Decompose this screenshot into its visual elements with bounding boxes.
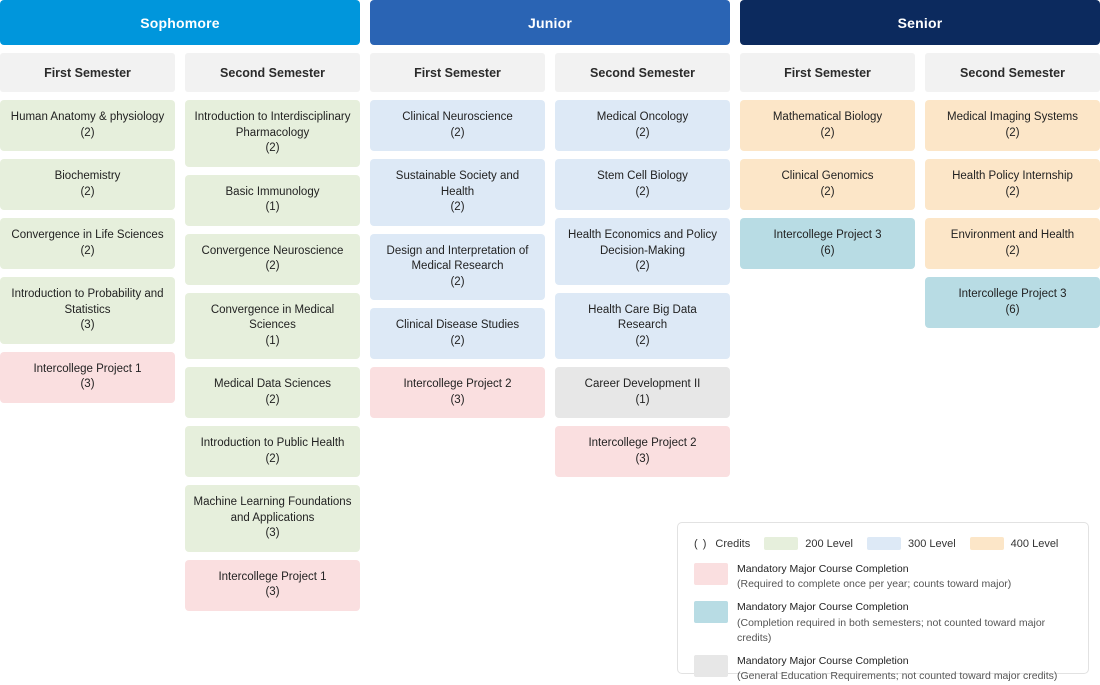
course-credits: (6) bbox=[1005, 303, 1020, 316]
legend-level-300-label: 300 Level bbox=[907, 537, 956, 550]
legend-swatch-note-2 bbox=[694, 655, 728, 677]
course-card[interactable] bbox=[555, 293, 730, 360]
course-credits: (1) bbox=[635, 393, 650, 406]
course-credits: (2) bbox=[635, 126, 650, 139]
course-card[interactable] bbox=[555, 426, 730, 477]
course-title: Intercollege Project 2 bbox=[403, 378, 512, 391]
legend-note-0-sub: (Required to complete once per year; counts toward major) bbox=[737, 578, 1012, 591]
course-title: Convergence in Medical Sciences bbox=[210, 303, 335, 332]
course-title: Convergence Neuroscience bbox=[201, 244, 344, 257]
course-credits: (3) bbox=[450, 393, 465, 406]
course-credits: (2) bbox=[635, 185, 650, 198]
course-card[interactable] bbox=[555, 218, 730, 285]
legend-levels bbox=[694, 537, 1072, 550]
course-credits: (2) bbox=[450, 201, 465, 214]
semester-header-junior-1: First Semester bbox=[370, 53, 545, 92]
legend-note-2-sub: (General Education Requirements; not counted toward major credits) bbox=[737, 670, 1058, 683]
course-card[interactable] bbox=[185, 560, 360, 611]
course-column-sophomore-1 bbox=[0, 100, 175, 403]
course-column-junior-2 bbox=[555, 100, 730, 477]
course-credits: (1) bbox=[265, 334, 280, 347]
course-column-senior-2 bbox=[925, 100, 1100, 328]
legend-level-200-label: 200 Level bbox=[805, 537, 853, 550]
year-column-2 bbox=[740, 0, 1100, 45]
year-column-1 bbox=[370, 0, 730, 45]
course-card[interactable] bbox=[370, 159, 545, 226]
course-title: Clinical Neuroscience bbox=[402, 111, 513, 123]
legend-swatch-200 bbox=[764, 537, 798, 550]
course-credits: (2) bbox=[265, 142, 280, 155]
course-card[interactable] bbox=[185, 367, 360, 418]
course-credits: (2) bbox=[1005, 185, 1020, 198]
semester-headers bbox=[0, 53, 1100, 92]
course-card[interactable] bbox=[370, 234, 545, 301]
course-credits: (2) bbox=[820, 185, 835, 198]
course-title: Design and Interpretation of Medical Research bbox=[386, 244, 529, 273]
course-credits: (2) bbox=[80, 126, 95, 139]
course-title: Intercollege Project 1 bbox=[218, 570, 327, 583]
course-card[interactable] bbox=[0, 100, 175, 151]
legend-swatch-note-1 bbox=[694, 601, 728, 623]
course-card[interactable] bbox=[0, 159, 175, 210]
course-card[interactable] bbox=[0, 277, 175, 344]
course-credits: (2) bbox=[1005, 244, 1020, 257]
course-title: Intercollege Project 3 bbox=[958, 288, 1067, 301]
course-credits: (2) bbox=[1005, 126, 1020, 139]
course-credits: (2) bbox=[80, 244, 95, 257]
legend-level-300 bbox=[867, 537, 956, 550]
legend-swatch-300 bbox=[867, 537, 901, 550]
course-title: Intercollege Project 1 bbox=[33, 362, 142, 375]
legend-credits-label: Credits bbox=[715, 537, 751, 550]
course-title: Career Development II bbox=[584, 378, 701, 391]
course-column-junior-1 bbox=[370, 100, 545, 418]
legend-note-1-sub: (Completion required in both semesters; not counted toward major credits) bbox=[737, 616, 1046, 644]
course-card[interactable] bbox=[925, 218, 1100, 269]
course-title: Sustainable Society and Health bbox=[395, 170, 520, 198]
semester-header-senior-1: First Semester bbox=[740, 53, 915, 92]
legend-paren: ( ) bbox=[694, 537, 708, 550]
course-card[interactable] bbox=[555, 100, 730, 151]
course-credits: (3) bbox=[265, 586, 280, 599]
semester-header-junior-2: Second Semester bbox=[555, 53, 730, 92]
semester-header-soph-2: Second Semester bbox=[185, 53, 360, 92]
course-card[interactable] bbox=[185, 293, 360, 360]
legend-note-2 bbox=[694, 654, 1072, 684]
course-card[interactable] bbox=[370, 100, 545, 151]
course-card[interactable] bbox=[925, 100, 1100, 151]
course-title: Human Anatomy & physiology bbox=[10, 111, 165, 123]
course-credits: (2) bbox=[635, 334, 650, 347]
course-title: Clinical Genomics bbox=[781, 170, 874, 183]
course-title: Medical Data Sciences bbox=[214, 378, 331, 391]
course-card[interactable] bbox=[740, 100, 915, 151]
course-credits: (3) bbox=[80, 319, 95, 332]
course-title: Mathematical Biology bbox=[772, 111, 883, 123]
year-column-0 bbox=[0, 0, 360, 45]
legend-note-2-text bbox=[737, 654, 1057, 684]
legend-level-400 bbox=[970, 537, 1059, 550]
course-card[interactable] bbox=[740, 159, 915, 210]
course-title: Medical Imaging Systems bbox=[946, 111, 1079, 123]
course-title: Introduction to Interdisciplinary Pharmacology bbox=[194, 111, 351, 139]
course-credits: (3) bbox=[80, 378, 95, 391]
legend-level-400-label: 400 Level bbox=[1010, 537, 1059, 550]
course-card[interactable] bbox=[555, 367, 730, 418]
legend-note-0 bbox=[694, 562, 1072, 592]
course-card[interactable] bbox=[555, 159, 730, 210]
legend-swatch-400 bbox=[970, 537, 1004, 550]
course-credits: (2) bbox=[635, 260, 650, 273]
course-title: Health Policy Internship bbox=[952, 170, 1073, 183]
course-column-sophomore-2 bbox=[185, 100, 360, 611]
course-title: Machine Learning Foundations and Applications bbox=[193, 496, 352, 524]
course-credits: (2) bbox=[265, 452, 280, 465]
legend-swatch-note-0 bbox=[694, 563, 728, 585]
course-card[interactable] bbox=[740, 218, 915, 269]
legend-level-200 bbox=[764, 537, 853, 550]
course-title: Introduction to Public Health bbox=[200, 437, 345, 450]
course-card[interactable] bbox=[185, 175, 360, 226]
course-card[interactable] bbox=[370, 367, 545, 418]
legend-note-0-text bbox=[737, 562, 1011, 592]
course-credits: (2) bbox=[265, 393, 280, 406]
course-credits: (3) bbox=[635, 452, 650, 465]
course-card[interactable] bbox=[185, 426, 360, 477]
legend bbox=[677, 522, 1089, 683]
course-credits: (1) bbox=[265, 201, 280, 214]
course-title: Convergence in Life Sciences bbox=[11, 229, 164, 242]
course-card[interactable] bbox=[185, 234, 360, 285]
course-title: Environment and Health bbox=[950, 229, 1075, 242]
course-title: Stem Cell Biology bbox=[597, 170, 688, 183]
legend-note-2-title: Mandatory Major Course Completion bbox=[737, 655, 909, 668]
course-credits: (2) bbox=[265, 260, 280, 273]
course-title: Medical Oncology bbox=[596, 111, 689, 123]
course-credits: (2) bbox=[80, 185, 95, 198]
course-card[interactable] bbox=[925, 277, 1100, 328]
course-card[interactable] bbox=[0, 352, 175, 403]
year-header-senior: Senior bbox=[740, 0, 1100, 45]
course-title: Health Economics and Policy Decision-Making bbox=[568, 229, 717, 257]
course-title: Introduction to Probability and Statistics bbox=[11, 288, 164, 316]
course-credits: (2) bbox=[450, 275, 465, 288]
course-credits: (3) bbox=[265, 527, 280, 540]
course-card[interactable] bbox=[185, 100, 360, 167]
course-title: Intercollege Project 3 bbox=[773, 229, 882, 242]
course-title: Biochemistry bbox=[54, 170, 121, 183]
course-title: Health Care Big Data Research bbox=[588, 303, 697, 332]
year-header-junior: Junior bbox=[370, 0, 730, 45]
legend-note-1-title: Mandatory Major Course Completion bbox=[737, 601, 909, 614]
course-credits: (2) bbox=[450, 334, 465, 347]
semester-header-soph-1: First Semester bbox=[0, 53, 175, 92]
course-title: Basic Immunology bbox=[225, 185, 320, 198]
course-card[interactable] bbox=[185, 485, 360, 552]
course-card[interactable] bbox=[370, 308, 545, 359]
course-credits: (2) bbox=[450, 126, 465, 139]
legend-note-1 bbox=[694, 600, 1072, 646]
course-title: Intercollege Project 2 bbox=[588, 437, 697, 450]
legend-note-1-text bbox=[737, 600, 1072, 646]
course-card[interactable] bbox=[925, 159, 1100, 210]
year-headers bbox=[0, 0, 1100, 45]
course-card[interactable] bbox=[0, 218, 175, 269]
course-credits: (6) bbox=[820, 244, 835, 257]
course-credits: (2) bbox=[820, 126, 835, 139]
course-column-senior-1 bbox=[740, 100, 915, 269]
year-header-sophomore: Sophomore bbox=[0, 0, 360, 45]
semester-header-senior-2: Second Semester bbox=[925, 53, 1100, 92]
legend-note-0-title: Mandatory Major Course Completion bbox=[737, 563, 909, 575]
course-title: Clinical Disease Studies bbox=[395, 319, 520, 332]
